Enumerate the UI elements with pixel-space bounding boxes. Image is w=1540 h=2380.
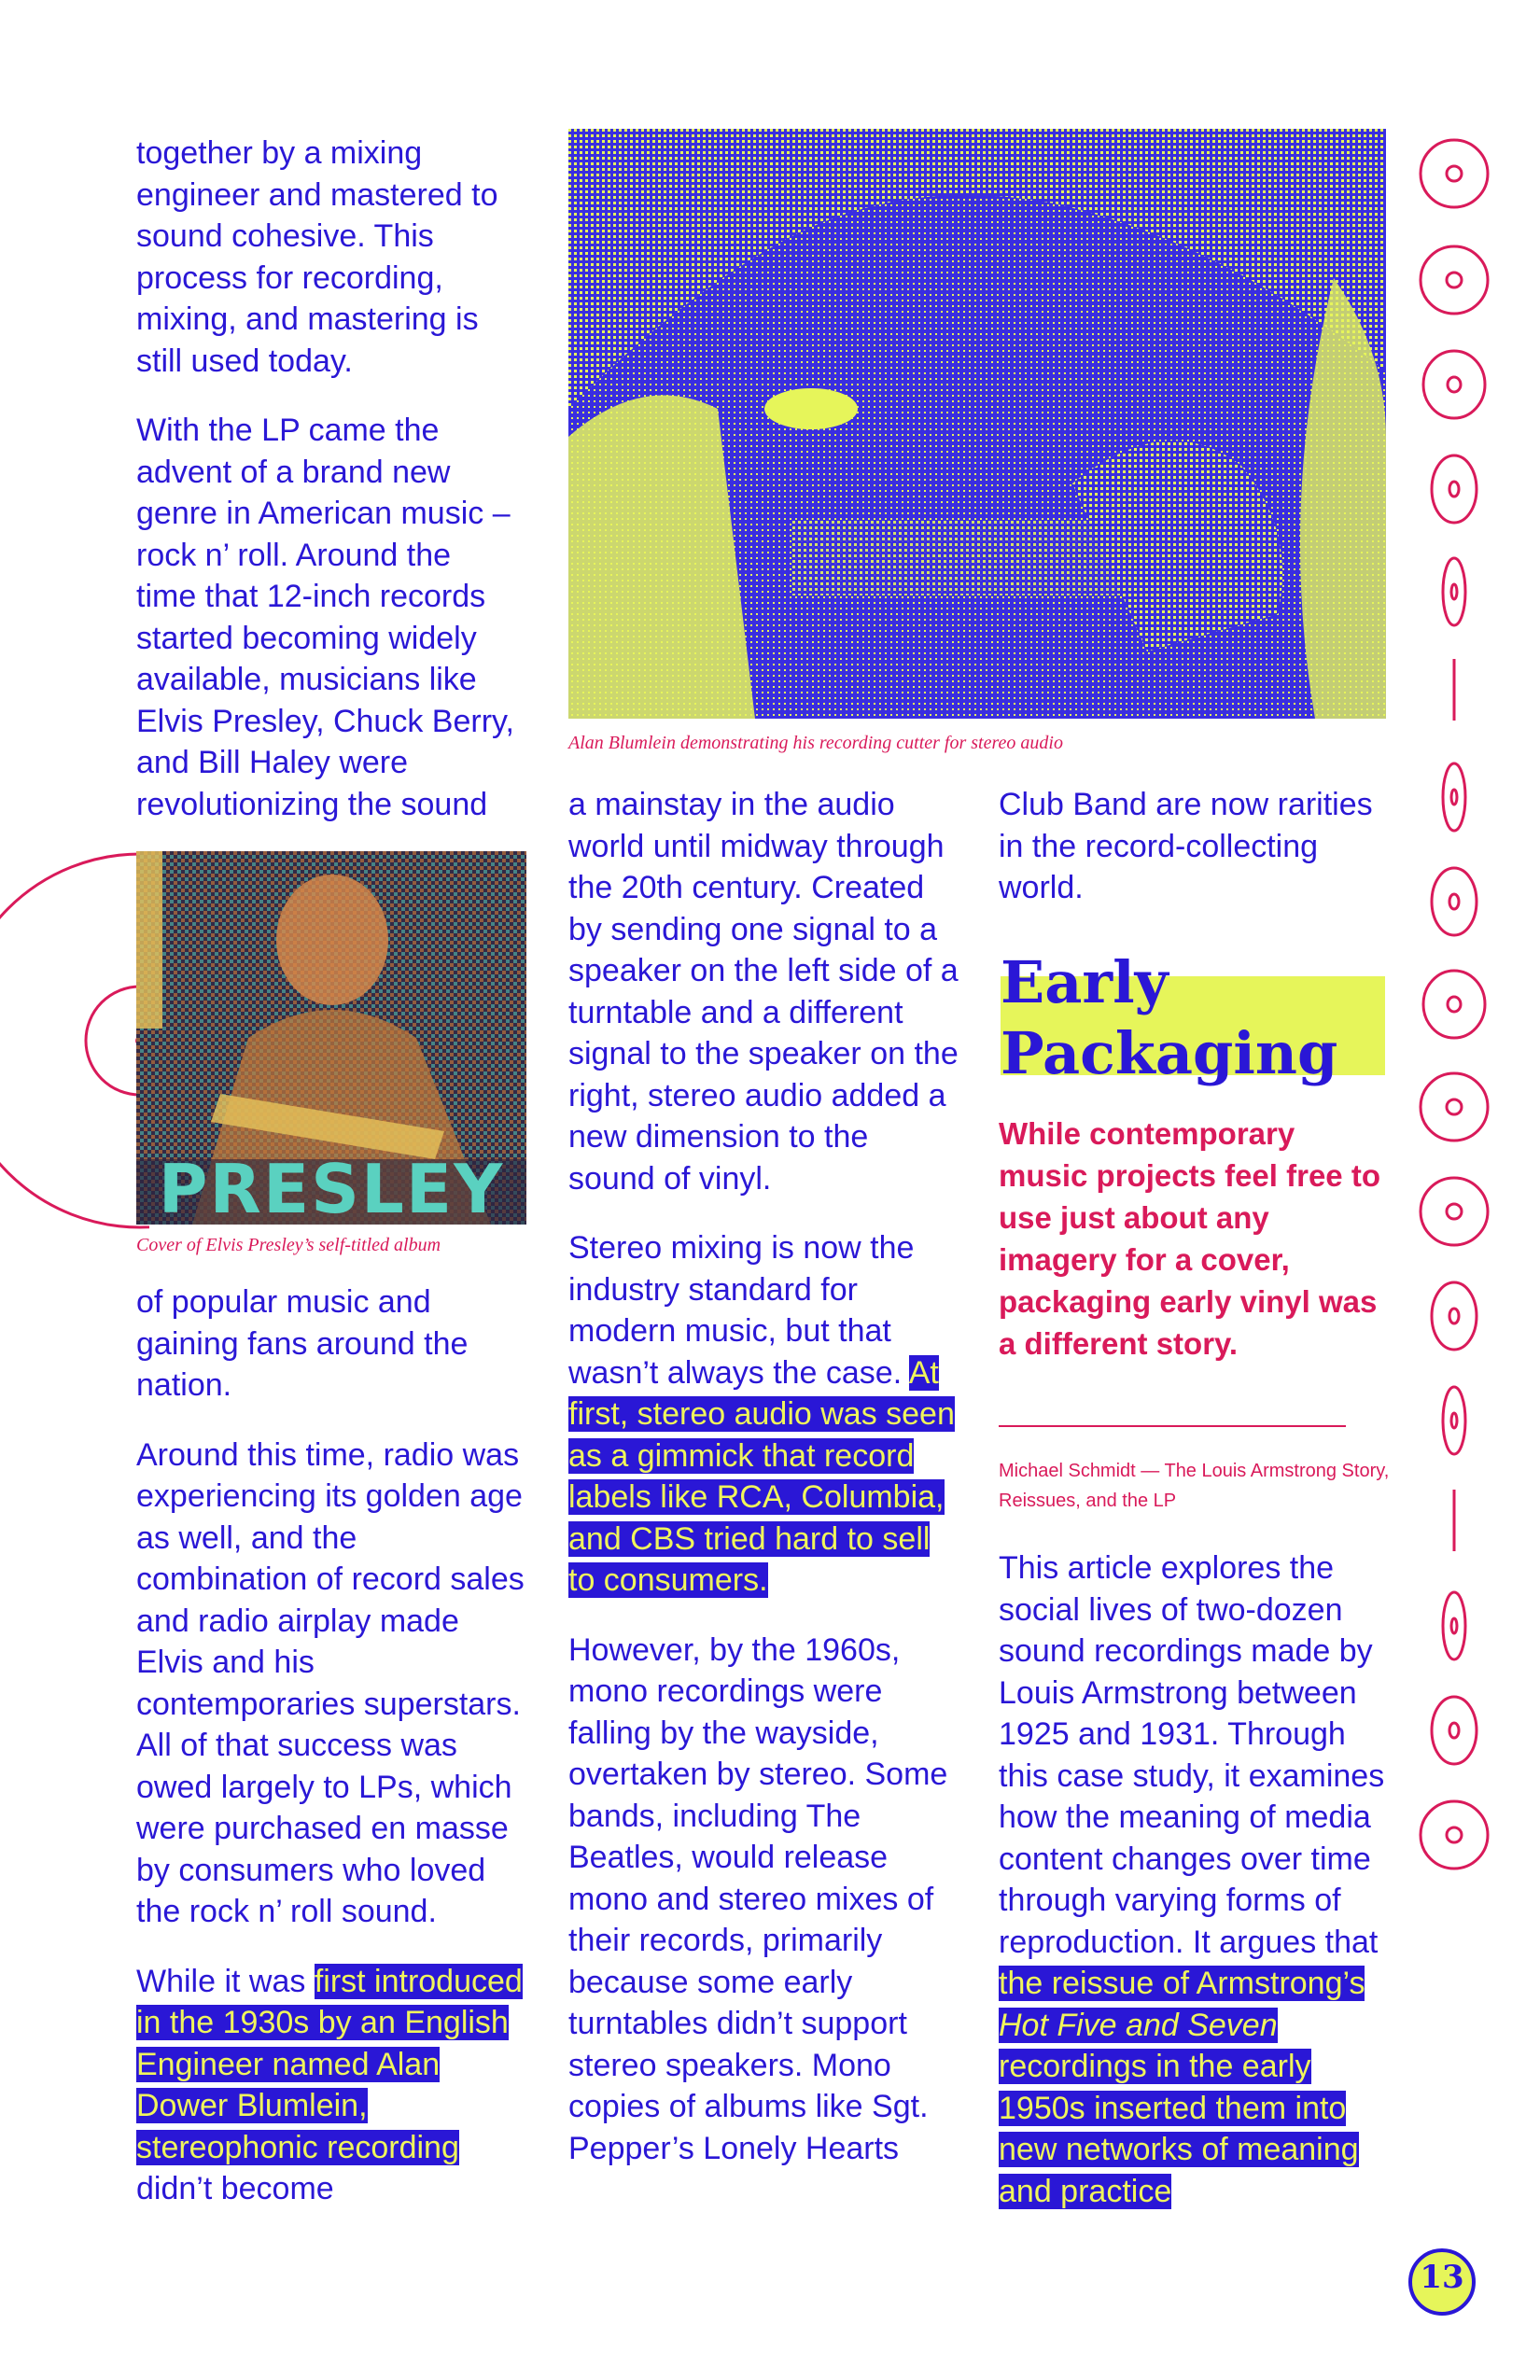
section-lede: While contemporary music projects feel free to use just about any imagery for a cover, packaging early vinyl was a different story.: [999, 1116, 1380, 1361]
highlight: At first, stereo audio was seen as a gimmick that record labels like RCA, Columbia, and CBS tried hard to sell to consumers.: [568, 1354, 955, 1598]
paragraph: With the LP came the advent of a brand new genre in American music – rock n’ roll. Around the time that 12-inch records started becoming widely available, musicians like Elvis Presley, Chuck Berry, and Bill Haley were revolutionizing the sound: [136, 413, 514, 822]
paragraph: of popular music and gaining fans around the nation.: [136, 1284, 469, 1403]
page-number: 13: [1420, 2259, 1464, 2296]
column-3-top: [999, 784, 1391, 937]
column-1-bottom: [136, 1281, 528, 2238]
divider-rule: [999, 1425, 1346, 1427]
album-cover-word: PRESLEY: [158, 1150, 505, 1225]
paragraph: However, by the 1960s, mono recordings were falling by the wayside, overtaken by stereo. Some bands, including The Beatles, would release mono and stereo mixes of their records, primarily because some early turntables didn’t support stereo speakers. Mono copies of albums like Sgt. Pepper’s Lonely Hearts: [568, 1631, 948, 2166]
paragraph-highlighted: Stereo mixing is now the industry standard for modern music, but that wasn’t always the case. At first, stereo audio was seen as a gimmick that record labels like RCA, Columbia, and CBS tried hard to sell to consumers.: [568, 1230, 955, 1598]
paragraph: together by a mixing engineer and mastered to sound cohesive. This process for recording, mixing, and mastering is still used today.: [136, 135, 498, 379]
record-outline-decoration: [0, 845, 149, 1237]
photo-caption: Alan Blumlein demonstrating his recording cutter for stereo audio: [568, 733, 1063, 753]
column-2: [568, 784, 960, 2197]
highlight: first introduced in the 1930s by an English Engineer named Alan Dower Blumlein, stereophonic recording: [136, 1963, 523, 2165]
elvis-album-image: [136, 851, 526, 1225]
paragraph: a mainstay in the audio world until midway through the 20th century. Created by sending one signal to a speaker on the left side of a turntable and a different signal to the speaker on the right, stereo audio added a new dimension to the sound of vinyl.: [568, 787, 959, 1197]
record-rail-decoration: [1417, 131, 1491, 1876]
paragraph: This article explores the social lives of two-dozen sound recordings made by Louis Armstrong between 1925 and 1931. Through this case study, it examines how the meaning of media content changes over time through varying forms of reproduction. It argues that the reissue of Armstrong’s Hot Five and Seven recordings in the early 1950s inserted them into new networks of meaning and practice: [999, 1550, 1385, 2209]
paragraph: Club Band are now rarities in the record-collecting world.: [999, 787, 1373, 905]
highlight: the reissue of Armstrong’s Hot Five and Seven recordings in the early 1950s inserted them into new networks of meaning and practice: [999, 1966, 1365, 2209]
blumlein-photo: [568, 129, 1386, 719]
source-credit: Michael Schmidt — The Louis Armstrong Story, Reissues, and the LP: [999, 1461, 1390, 1511]
paragraph: Around this time, radio was experiencing its golden age as well, and the combination of record sales and radio airplay made Elvis and his contemporaries superstars. All of that success was owed largely to LPs, which were purchased en masse by consumers who loved the rock n’ roll sound.: [136, 1436, 525, 1929]
paragraph-highlighted: While it was first introduced in the 1930s by an English Engineer named Alan Dower Blumlein, stereophonic recording didn’t become: [136, 1963, 523, 2206]
section-heading: Early Packaging: [1001, 948, 1338, 1087]
column-3-bottom: [999, 1547, 1391, 2212]
album-caption: Cover of Elvis Presley’s self-titled album: [136, 1235, 441, 1255]
column-1-top: [136, 133, 519, 853]
